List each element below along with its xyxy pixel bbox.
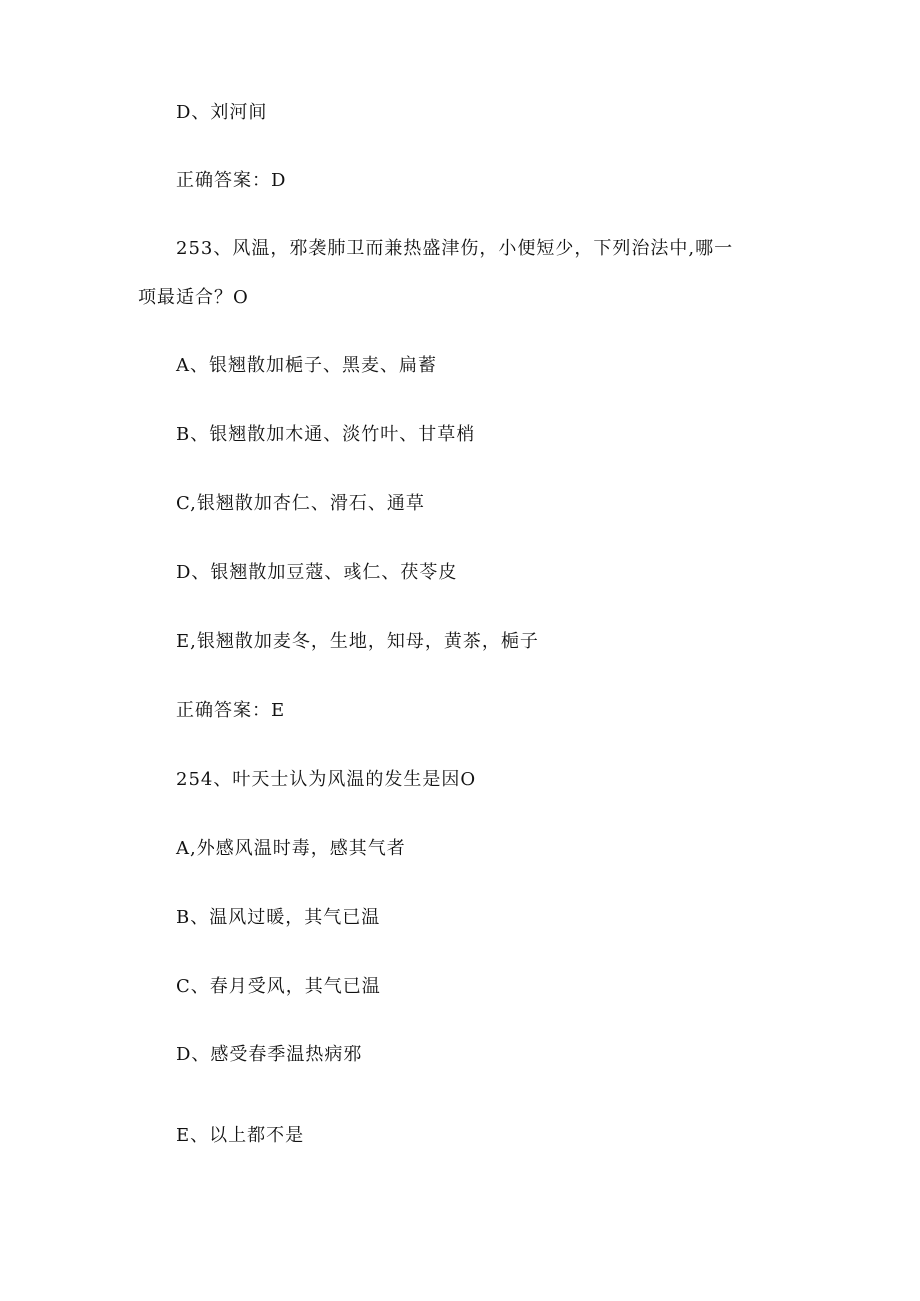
q253-stem-line2: 项最适合？O <box>138 287 249 308</box>
q253-option-a: A、银翘散加梔子、黑麦、扁蓄 <box>176 355 437 376</box>
q253-option-c: C,银翘散加杏仁、滑石、通草 <box>176 493 425 514</box>
q254-option-b: B、温风过暖，其气已温 <box>176 907 381 928</box>
q254-option-c: C、春月受风，其气已温 <box>176 976 381 997</box>
q253-option-e: E,银翘散加麦冬，生地，知母，黄茶，梔子 <box>176 631 539 652</box>
q254-option-a: A,外感风温时毒，感其气者 <box>176 838 406 859</box>
q254-option-e: E、以上都不是 <box>176 1125 305 1146</box>
q253-stem-line1: 253、风温，邪袭肺卫而兼热盛津伤，小便短少，下列治法中,哪一 <box>176 238 734 259</box>
q253-answer: 正确答案：E <box>176 700 286 721</box>
q254-stem: 254、叶天士认为风温的发生是因O <box>176 769 477 790</box>
q254-option-d: D、感受春季温热病邪 <box>176 1044 363 1065</box>
q253-option-d: D、银翘散加豆蔻、彧仁、茯苓皮 <box>176 562 458 583</box>
q252-option-d: D、刘河间 <box>176 102 268 123</box>
q252-answer: 正确答案：D <box>176 170 287 191</box>
q253-option-b: B、银翘散加木通、淡竹叶、甘草梢 <box>176 424 476 445</box>
